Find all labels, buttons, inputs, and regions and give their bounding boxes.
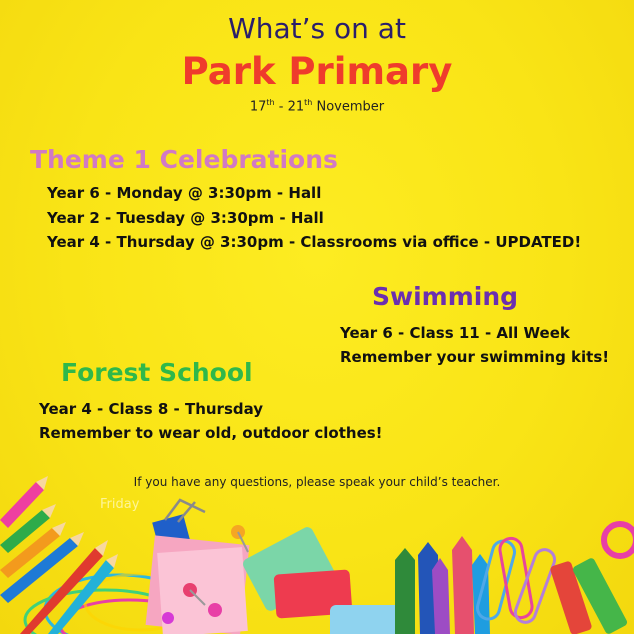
poster-heading: What’s on at [228,12,406,45]
theme-line-year6: Year 6 - Monday @ 3:30pm - Hall [47,184,322,202]
date-separator: - [274,99,288,115]
date-range [0,98,634,114]
sticky-notes-icon [146,535,250,634]
footer-note: If you have any questions, please speak your child’s teacher. [133,475,501,489]
erasers-icon [241,525,410,634]
theme-line-year4: Year 4 - Thursday @ 3:30pm - Classrooms via office - UPDATED! [47,233,582,251]
swimming-line-reminder: Remember your swimming kits! [340,348,610,366]
swimming-heading: Swimming [372,282,519,311]
marker-pens-icon [549,524,634,634]
faded-day-label: Friday [100,497,140,512]
end-suffix: th [304,98,313,107]
swimming-line-class: Year 6 - Class 11 - All Week [340,324,570,342]
theme-celebrations-heading: Theme 1 Celebrations [30,145,338,174]
forest-line-class: Year 4 - Class 8 - Thursday [39,400,264,418]
school-name: Park Primary [181,50,453,93]
coloured-pencils-right-icon [395,536,490,634]
stationery-decoration [0,470,634,634]
end-day: 21 [287,99,305,115]
theme-line-year2: Year 2 - Tuesday @ 3:30pm - Hall [47,209,324,227]
start-suffix: th [266,98,275,107]
forest-line-reminder: Remember to wear old, outdoor clothes! [39,424,383,442]
month: November [312,99,385,115]
coloured-pencils-left-icon [0,476,118,634]
start-day: 17 [249,99,267,115]
forest-school-heading: Forest School [61,358,253,387]
